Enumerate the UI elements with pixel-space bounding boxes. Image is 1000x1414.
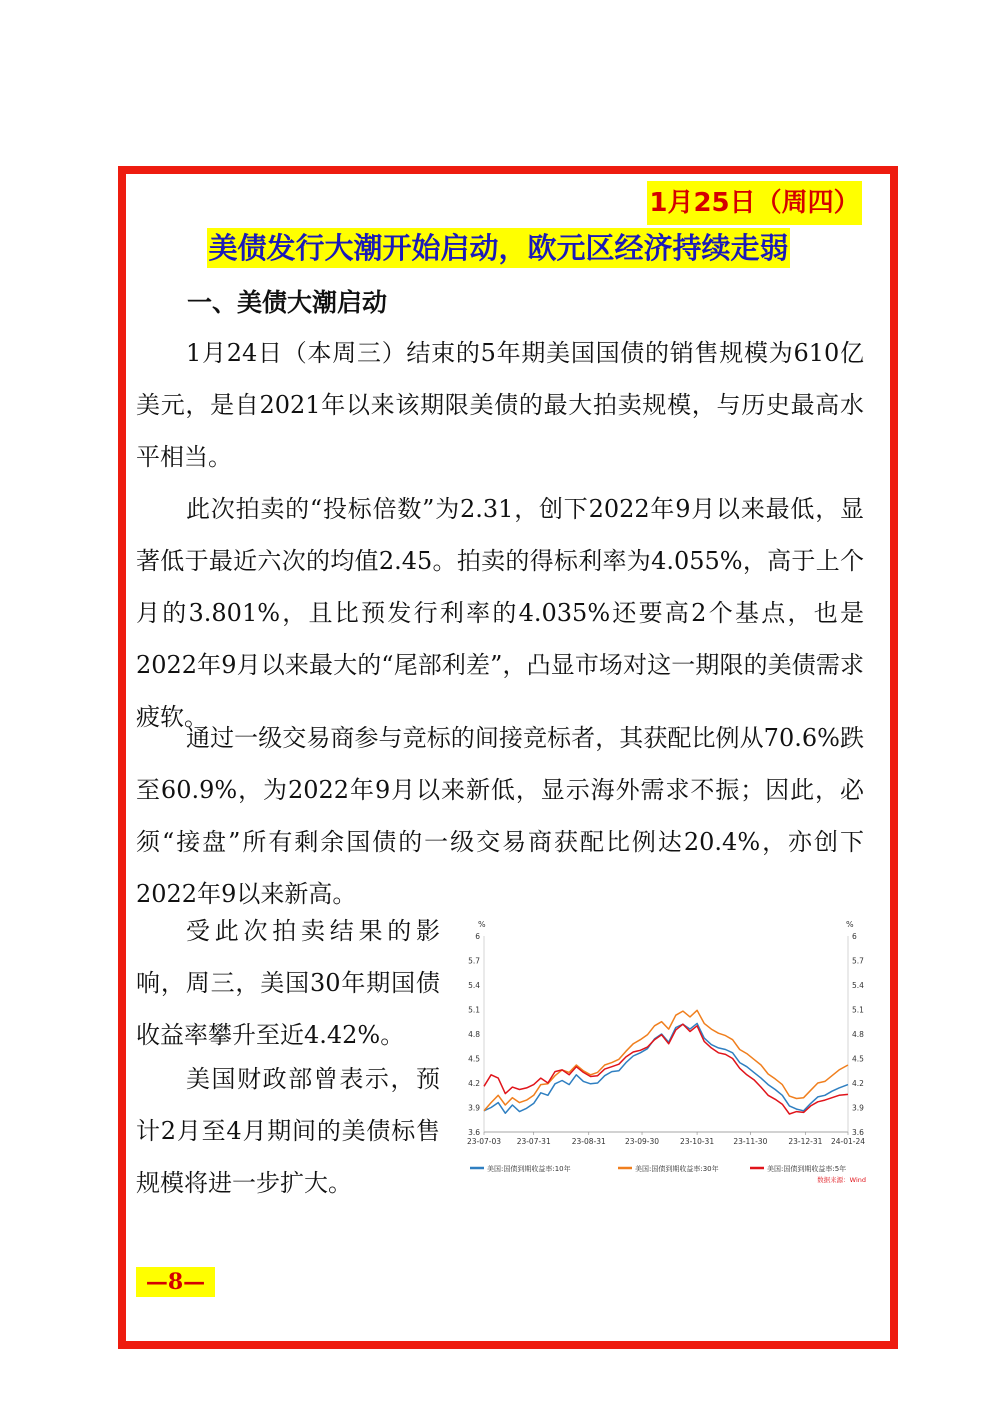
x-tick-label: 23-07-03	[466, 1137, 502, 1146]
paragraph-bid-to-cover: 此次拍卖的“投标倍数”为2.31，创下2022年9月以来最低，显著低于最近六次的均值2.45。拍卖的得标利率为4.055%，高于上个月的3.801%，且比预发行利率的4.035%还要高2个基点，也是2022年9月以来最大的“尾部利差”，凸显市场对这一期限的美债需求疲软。	[136, 495, 864, 731]
y-tick-label-left: 3.9	[468, 1103, 480, 1113]
x-tick-label: 23-08-31	[571, 1137, 606, 1146]
y-tick-label-right: 6	[852, 932, 857, 941]
x-tick-label: 23-07-31	[516, 1137, 551, 1146]
chart-source: 数据来源：Wind	[817, 1176, 866, 1184]
y-tick-label-left: 4.5	[468, 1054, 480, 1064]
y-tick-label-right: 5.4	[852, 981, 864, 990]
paragraph-treasury-outlook: 美国财政部曾表示，预计2月至4月期间的美债标售规模将进一步扩大。	[136, 1065, 440, 1197]
y-tick-label-left: 3.6	[468, 1128, 480, 1137]
paragraph-indirect-bidders: 通过一级交易商参与竞标的间接竞标者，其获配比例从70.6%跌至60.9%，为2022年9月以来新低，显示海外需求不振；因此，必须“接盘”所有剩余国债的一级交易商获配比例达20.4%，亦创下2022年9以来新高。	[136, 724, 864, 908]
series-line-0	[484, 1023, 848, 1113]
page-number: —8—	[136, 1267, 215, 1297]
y-tick-label-right: 3.9	[852, 1103, 864, 1113]
y-tick-label-left: 6	[475, 932, 480, 941]
y-tick-label-right: 3.6	[852, 1128, 864, 1137]
page-title: 美债发行大潮开始启动，欧元区经济持续走弱	[207, 228, 790, 268]
y-unit-left: %	[478, 920, 486, 929]
y-tick-label-left: 5.4	[468, 981, 480, 990]
date-badge: 1月25日（周四）	[647, 181, 862, 225]
x-tick-label: 24-01-24	[830, 1137, 866, 1146]
y-tick-label-right: 4.2	[852, 1079, 864, 1088]
x-tick-label: 23-10-31	[680, 1137, 715, 1146]
y-tick-label-right: 5.1	[852, 1005, 864, 1015]
y-tick-label-left: 4.8	[468, 1030, 480, 1039]
y-tick-label-left: 5.7	[468, 956, 480, 966]
y-tick-label-left: 5.1	[468, 1005, 480, 1015]
legend-label-0: 美国:国债到期收益率:10年	[487, 1165, 571, 1173]
paragraph-30y-yield: 受此次拍卖结果的影响，周三，美国30年期国债收益率攀升至近4.42%。	[136, 917, 440, 1049]
x-tick-label: 23-12-31	[788, 1137, 823, 1146]
y-tick-label-right: 5.7	[852, 956, 864, 966]
series-line-2	[484, 1024, 848, 1114]
y-unit-right: %	[846, 920, 854, 929]
x-tick-label: 23-11-30	[733, 1137, 768, 1146]
legend-label-1: 美国:国债到期收益率:30年	[635, 1165, 719, 1173]
y-tick-label-left: 4.2	[468, 1079, 480, 1088]
legend-label-2: 美国:国债到期收益率:5年	[767, 1165, 847, 1173]
paragraph-auction-size: 1月24日（本周三）结束的5年期美国国债的销售规模为610亿美元，是自2021年以来该期限美债的最大拍卖规模，与历史最高水平相当。	[136, 339, 864, 471]
x-tick-label: 23-09-30	[625, 1137, 660, 1146]
y-tick-label-right: 4.8	[852, 1030, 864, 1039]
section-heading: 一、美债大潮启动	[187, 288, 388, 317]
yield-chart	[460, 918, 870, 1190]
y-tick-label-right: 4.5	[852, 1054, 864, 1064]
